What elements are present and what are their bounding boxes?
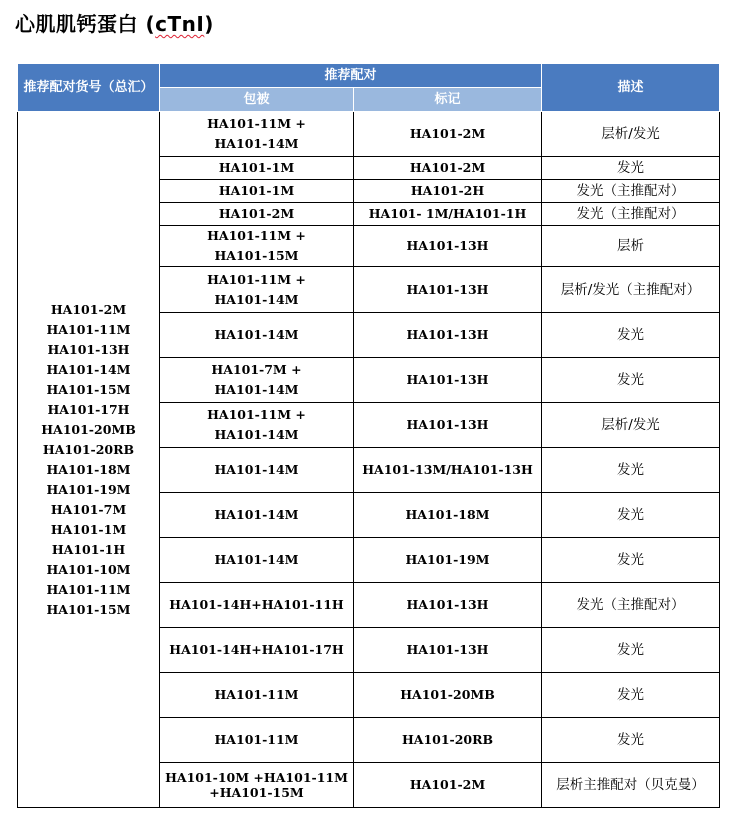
label-cell: HA101-20RB [354, 718, 542, 763]
description-cell: 发光（主推配对） [542, 180, 720, 203]
coat-line-2: HA101-14M [214, 291, 299, 307]
description-cell: 层析 [542, 226, 720, 267]
coat-line-1: HA101-7M + [211, 362, 302, 377]
summary-item: HA101-14M [46, 361, 131, 377]
label-cell: HA101-13H [354, 267, 542, 313]
coat-cell [160, 628, 354, 673]
coat-line-1: HA101-11M + [207, 271, 306, 287]
coat-cell [160, 448, 354, 493]
header-pairing-group: 推荐配对 [160, 64, 542, 88]
summary-item: HA101-18M [46, 461, 131, 477]
coat-cell [160, 226, 354, 267]
title-abbreviation: cTnI [155, 12, 205, 36]
coat-line-1: HA101-1M [218, 183, 295, 198]
coat-cell [160, 112, 354, 157]
description-cell: 发光 [542, 493, 720, 538]
description-cell: 发光 [542, 448, 720, 493]
title-close: ) [204, 12, 214, 36]
description-cell: 层析/发光 [542, 112, 720, 157]
coat-line-1: HA101-11M + [207, 228, 306, 243]
label-cell: HA101-13H [354, 358, 542, 403]
label-cell: HA101-13H [354, 226, 542, 267]
summary-item: HA101-15M [46, 381, 131, 397]
coat-line-1: HA101-14M [214, 462, 299, 477]
coat-line-1: HA101-1M [218, 160, 295, 175]
label-cell: HA101-2H [354, 180, 542, 203]
label-cell: HA101-2M [354, 157, 542, 180]
label-cell: HA101-20MB [354, 673, 542, 718]
label-cell: HA101-2M [354, 112, 542, 157]
label-cell: HA101-18M [354, 493, 542, 538]
coat-cell [160, 673, 354, 718]
description-cell: 发光（主推配对） [542, 583, 720, 628]
summary-item: HA101-1H [51, 541, 126, 557]
description-cell: 发光 [542, 718, 720, 763]
summary-item: HA101-13H [47, 341, 130, 357]
summary-item: HA101-19M [46, 481, 131, 497]
coat-cell [160, 358, 354, 403]
coat-cell [160, 180, 354, 203]
summary-item: HA101-15M [46, 601, 131, 617]
header-coat: 包被 [160, 88, 354, 112]
coat-line-2: +HA101-15M [209, 785, 304, 800]
coat-cell [160, 583, 354, 628]
label-cell: HA101-19M [354, 538, 542, 583]
coat-line-1: HA101-11M [214, 732, 299, 747]
coat-line-1: HA101-14M [214, 327, 299, 342]
coat-cell [160, 157, 354, 180]
summary-item: HA101-1M [50, 521, 127, 537]
coat-line-1: HA101-11M + [207, 407, 306, 422]
description-cell: 发光 [542, 673, 720, 718]
header-description: 描述 [542, 64, 720, 112]
table-row [18, 112, 720, 157]
label-cell: HA101-13H [354, 628, 542, 673]
coat-line-1: HA101-14M [214, 507, 299, 522]
page-title [15, 8, 214, 37]
summary-cell [18, 112, 160, 808]
coat-line-1: HA101-14H+HA101-17H [169, 642, 344, 657]
coat-line-1: HA101-11M [214, 687, 299, 702]
summary-item: HA101-2M [50, 301, 127, 317]
coat-line-1: HA101-14H+HA101-11H [169, 597, 344, 612]
summary-item: HA101-11M [46, 581, 131, 597]
label-cell: HA101-2M [354, 763, 542, 808]
coat-cell [160, 313, 354, 358]
coat-line-1: HA101-2M [218, 206, 295, 221]
description-cell: 层析/发光（主推配对） [542, 267, 720, 313]
label-cell: HA101-13H [354, 583, 542, 628]
coat-cell [160, 538, 354, 583]
description-cell: 发光 [542, 157, 720, 180]
description-cell: 发光 [542, 628, 720, 673]
summary-item: HA101-10M [46, 561, 131, 577]
coat-cell [160, 267, 354, 313]
label-cell: HA101-13M/HA101-13H [354, 448, 542, 493]
summary-item: HA101-20MB [41, 421, 136, 437]
coat-line-2: HA101-14M [214, 382, 299, 397]
description-cell: 层析/发光 [542, 403, 720, 448]
coat-cell [160, 763, 354, 808]
coat-cell [160, 493, 354, 538]
title-text: 心肌肌钙蛋白 ( [15, 12, 156, 36]
pairing-table [17, 63, 720, 808]
summary-item: HA101-11M [46, 321, 131, 337]
coat-line-1: HA101-14M [214, 552, 299, 567]
coat-cell [160, 203, 354, 226]
description-cell: 层析主推配对（贝克曼） [542, 763, 720, 808]
summary-item: HA101-17H [47, 401, 130, 417]
header-summary: 推荐配对货号（总汇） [18, 64, 160, 112]
description-cell: 发光 [542, 358, 720, 403]
description-cell: 发光（主推配对） [542, 203, 720, 226]
coat-cell [160, 403, 354, 448]
description-cell: 发光 [542, 538, 720, 583]
label-cell: HA101-13H [354, 313, 542, 358]
coat-line-2: HA101-15M [214, 248, 299, 263]
coat-line-2: HA101-14M [214, 136, 299, 151]
coat-line-1: HA101-10M +HA101-11M [165, 770, 348, 785]
coat-cell [160, 718, 354, 763]
coat-line-2: HA101-14M [214, 427, 299, 442]
summary-item: HA101-7M [50, 501, 127, 517]
coat-line-1: HA101-11M + [207, 116, 306, 131]
label-cell: HA101-13H [354, 403, 542, 448]
summary-item: HA101-20RB [42, 441, 135, 457]
description-cell: 发光 [542, 313, 720, 358]
label-cell: HA101- 1M/HA101-1H [354, 203, 542, 226]
header-label: 标记 [354, 88, 542, 112]
